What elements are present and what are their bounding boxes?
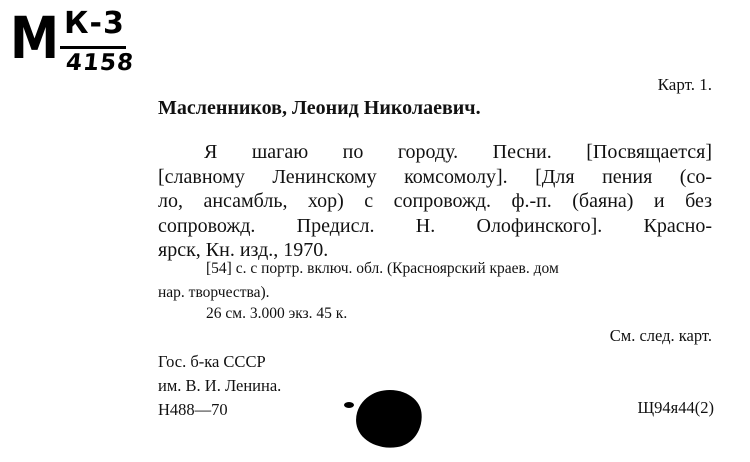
description-line: сопровожд. Предисл. Н. Олофинского]. Красно- <box>158 214 712 237</box>
library-line: Гос. б-ка СССР <box>158 352 266 371</box>
ink-speck <box>344 402 354 408</box>
author-heading: Масленников, Леонид Николаевич. <box>158 97 481 119</box>
collation-line: [54] с. с портр. включ. обл. (Красноярский краев. дом <box>206 260 559 277</box>
see-next-card: См. след. карт. <box>609 326 712 345</box>
handwritten-divider-line <box>60 46 126 49</box>
library-line: им. В. И. Ленина. <box>158 376 282 395</box>
handwritten-shelf-code: К-3 <box>64 6 125 41</box>
title-description <box>158 140 712 263</box>
description-line: Я шагаю по городу. Песни. [Посвящается] <box>204 141 712 163</box>
classification-code: Щ94я44(2) <box>637 398 714 417</box>
collation-line: нар. творчества). <box>158 284 270 301</box>
library-line: Н488—70 <box>158 400 228 419</box>
description-line: [славному Ленинскому комсомолу]. [Для пения (со- <box>158 165 712 188</box>
card-number: Карт. 1. <box>657 75 712 94</box>
description-line: ярск, Кн. изд., 1970. <box>158 239 329 261</box>
handwritten-letter: М <box>10 4 58 72</box>
size-price-line: 26 см. 3.000 экз. 45 к. <box>206 305 348 322</box>
description-line: ло, ансамбль, хор) с сопровожд. ф.-п. (баяна) и без <box>158 190 712 212</box>
handwritten-number: 4158 <box>64 50 136 76</box>
library-imprint <box>158 350 281 422</box>
ink-blot <box>352 386 425 453</box>
